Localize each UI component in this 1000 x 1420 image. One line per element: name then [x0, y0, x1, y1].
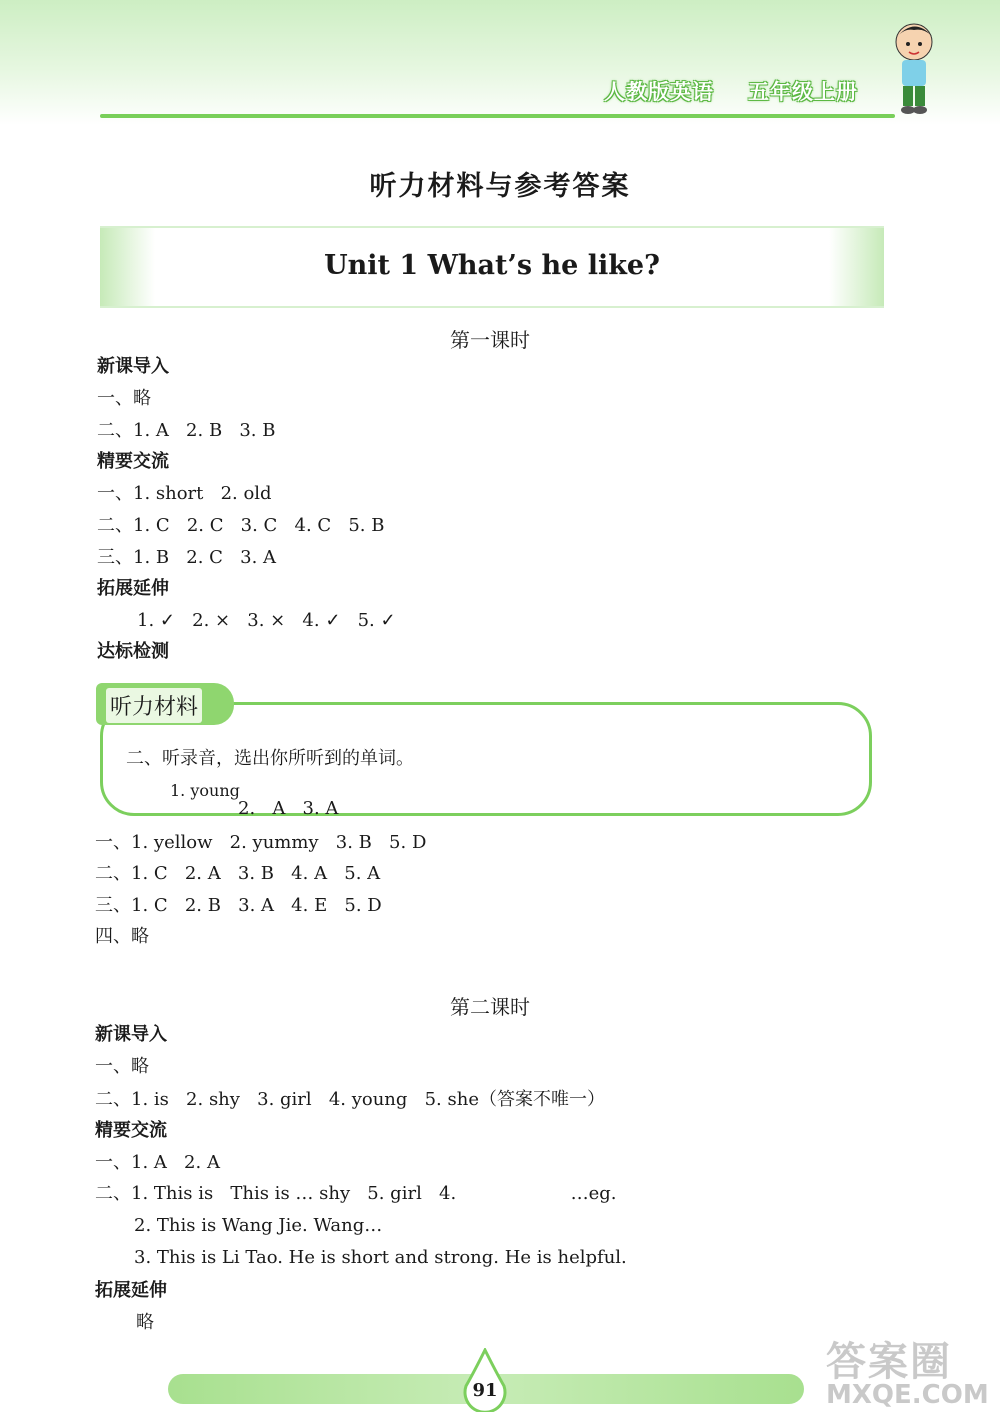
lesson1-line: 二、1. C 2. C 3. C 4. C 5. B [97, 515, 385, 536]
lesson2-section-extend: 拓展延伸 [95, 1280, 167, 1301]
header-band [0, 0, 1000, 125]
lesson2-section-intro: 新课导入 [95, 1024, 167, 1045]
lesson2-line: 一、略 [95, 1056, 149, 1077]
listening-line: 2. A 3. A [238, 798, 339, 819]
header-series: 人教版英语 [604, 80, 714, 104]
lesson1-line: 一、1. short 2. old [97, 483, 272, 504]
listening-tag-label: 听力材料 [106, 688, 202, 723]
watermark-logo: 答案圈 [826, 1339, 952, 1385]
lesson1-section-exchange: 精要交流 [97, 451, 169, 472]
lesson2-line: 2. This is Wang Jie. Wang… [134, 1215, 383, 1236]
header-rule [100, 114, 895, 118]
page-title: 听力材料与参考答案 [369, 171, 631, 202]
header-grade: 五年级上册 [748, 80, 858, 104]
lesson1-line: 二、1. C 2. A 3. B 4. A 5. A [95, 863, 381, 884]
boy-mascot-icon [884, 18, 944, 118]
lesson2-line: 二、1. is 2. shy 3. girl 4. young 5. she（答案不唯一） [95, 1089, 605, 1110]
lesson1-line: 四、略 [95, 926, 149, 947]
lesson1-line: 一、1. yellow 2. yummy 3. B 5. D [95, 832, 427, 853]
lesson2-line: 略 [136, 1312, 154, 1333]
lesson1-section-intro: 新课导入 [97, 356, 169, 377]
page-number: 91 [472, 1380, 498, 1401]
lesson1-line: 三、1. B 2. C 3. A [97, 547, 277, 568]
lesson2-line: 3. This is Li Tao. He is short and strong. He is helpful. [134, 1247, 627, 1268]
listening-line: 1. young [170, 781, 240, 800]
lesson1-section-test: 达标检测 [97, 641, 169, 662]
lesson2-section-exchange: 精要交流 [95, 1120, 167, 1141]
lesson1-line: 三、1. C 2. B 3. A 4. E 5. D [95, 895, 382, 916]
lesson1-line: 二、1. A 2. B 3. B [97, 420, 276, 441]
lesson2-line: 一、1. A 2. A [95, 1152, 220, 1173]
lesson1-section-extend: 拓展延伸 [97, 578, 169, 599]
watermark-url: MXQE.COM [826, 1380, 989, 1410]
lesson1-line: 1. ✓ 2. × 3. × 4. ✓ 5. ✓ [137, 610, 396, 631]
lesson1-line: 一、略 [97, 388, 151, 409]
listening-line: 二、听录音，选出你所听到的单词。 [126, 748, 414, 769]
lesson2-title: 第二课时 [450, 995, 530, 1019]
unit-title: Unit 1 What’s he like? [324, 250, 660, 281]
lesson2-line: 二、1. This is This is … shy 5. girl 4. …eg. [95, 1183, 617, 1204]
lesson1-title: 第一课时 [450, 328, 530, 352]
